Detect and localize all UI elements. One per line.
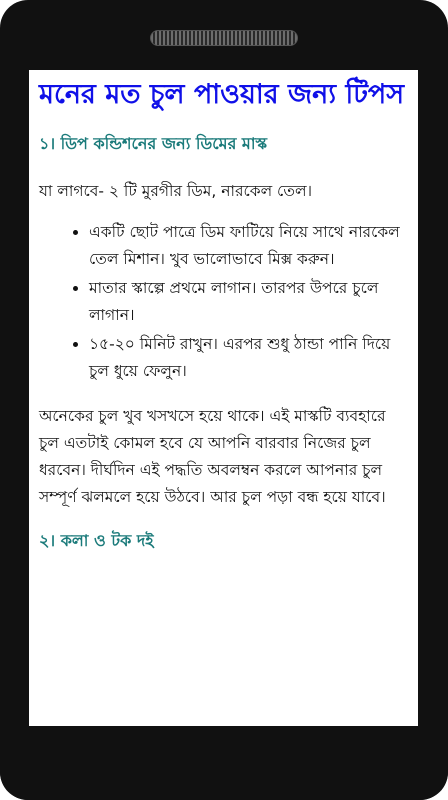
phone-bottom-bezel <box>0 726 448 800</box>
steps-list <box>39 219 406 385</box>
article-screen[interactable] <box>29 70 418 726</box>
list-item: • একটি ছোট পাত্রে ডিম ফাটিয়ে নিয়ে সাথে নারকেল তেল মিশান। খুব ভালোভাবে মিক্স করুন। <box>89 219 406 273</box>
speaker-grille <box>150 30 298 46</box>
ingredients-text: যা লাগবে- ২ টি মুরগীর ডিম, নারকেল তেল। <box>39 182 313 200</box>
list-item: • ১৫-২০ মিনিট রাখুন। এরপর শুধু ঠান্ডা পানি দিয়ে চুল ধুয়ে ফেলুন। <box>89 331 406 385</box>
description-text: অনেকের চুল খুব খসখসে হয়ে থাকে। এই মাস্কটি ব্যবহারে চুল এতটাই কোমল হবে যে আপনি বারবার নিজের চুল ধরবেন। দীর্ঘদিন এই পদ্ধতি অবলম্বন করলে আপনার চুল সম্পূর্ণ ঝলমলে হয়ে উঠবে। আর চুল পড়া বন্ধ হয়ে যাবে। <box>39 407 386 506</box>
list-item: • মাতার স্কাল্পে প্রথমে লাগান। তারপর উপরে চুলে লাগান। <box>89 275 406 329</box>
section-heading-banana-yogurt: ২। কলা ও টক দই <box>39 531 154 550</box>
article-content <box>29 70 418 553</box>
section-heading-egg-mask: ১। ডিপ কন্ডিশনের জন্য ডিমের মাস্ক <box>39 134 267 153</box>
page-title: মনের মত চুল পাওয়ার জন্য টিপস <box>39 79 405 110</box>
